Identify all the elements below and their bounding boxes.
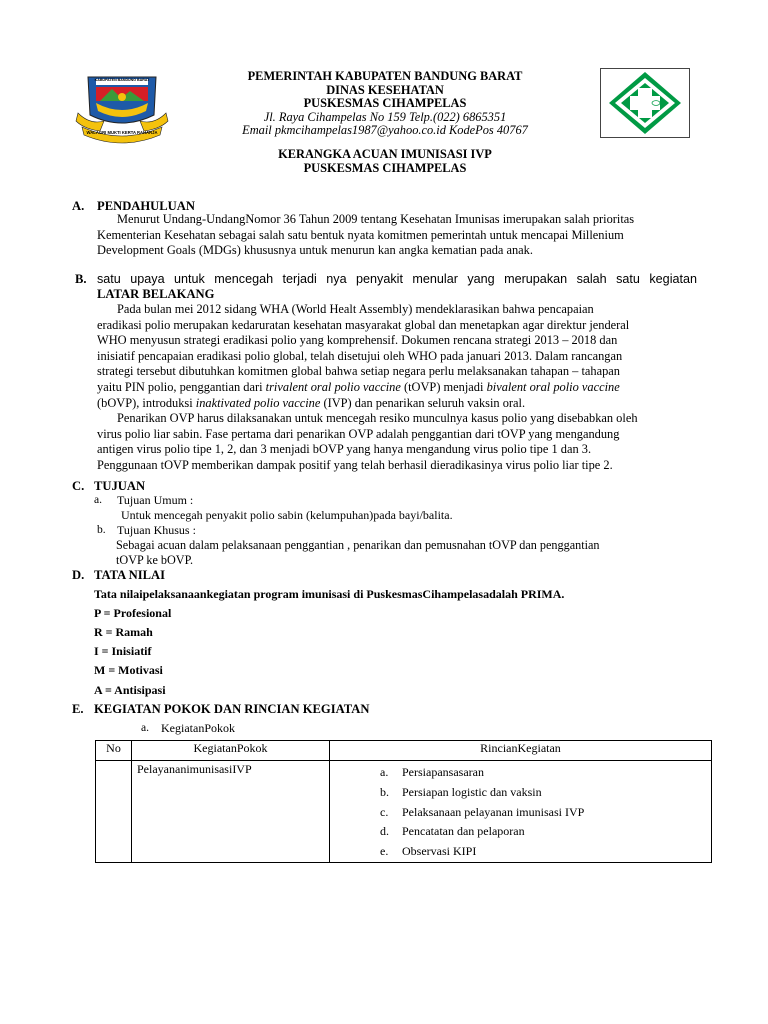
value-motivasi: M = Motivasi <box>94 663 163 677</box>
section-b-letter: B. <box>75 272 87 286</box>
section-b-p1-line-4: inisiatif pencapaian eradikasi polio global, telah disetujui oleh WHO pada januari 2013. Dalam rancangan <box>97 348 623 363</box>
section-a-line-2: Kementerian Kesehatan sebagai salah satu bentuk nyata komitmen pemerintah untuk mencapai Millenium <box>97 227 624 242</box>
section-b-p1-line-6-b: trivalent oral polio vaccine <box>265 379 401 394</box>
document-title-line1: KERANGKA ACUAN IMUNISASI IVP <box>278 147 492 161</box>
section-b-p1-line-3: WHO menyusun strategi eradikasi polio yang komprehensif. Dokumen rencana strategi 2013 – 2018 dan <box>97 333 618 348</box>
kbb-logo-text-top: KABUPATEN BANDUNG BARAT <box>94 78 150 82</box>
section-c-b-text-1: Sebagai acuan dalam pelaksanaan penggantian , penarikan dan pemusnahan tOVP dan penggantian <box>116 538 600 552</box>
section-b-intro: satu upaya untuk mencegah terjadi nya penyakit menular yang merupakan salah satu kegiatan <box>97 272 697 286</box>
puskesmas-logo <box>600 68 690 138</box>
header-rincian-kegiatan: RincianKegiatan <box>330 741 712 761</box>
section-a-paragraph <box>97 212 697 259</box>
section-b-p2-line-4: Penggunaan tOVP memberikan dampak positif yang telah berhasil dieradikasinya virus polio liar tipe 2. <box>97 457 613 472</box>
list-item-text: Persiapansasaran <box>402 765 484 779</box>
list-item <box>330 803 711 823</box>
value-inisiatif: I = Inisiatif <box>94 644 152 658</box>
kbb-logo-text-bottom: WALAGRI MUKTI KERTA RAHARJA <box>86 130 158 135</box>
puskesmas-cross-icon <box>600 68 690 138</box>
section-c-heading: TUJUAN <box>94 479 146 493</box>
list-item-text: Pelaksanaan pelayanan imunisasi IVP <box>402 804 585 819</box>
section-b-p1-line-7-b: inaktivated polio vaccine <box>195 395 321 410</box>
table-header-row <box>96 741 712 761</box>
section-b-p1-line-7-c: (IVP) dan penarikan seluruh vaksin oral. <box>320 395 526 410</box>
cell-rincian <box>330 761 712 863</box>
list-item-letter: a. <box>380 765 389 779</box>
section-c-a-label: Tujuan Umum : <box>117 493 194 507</box>
list-item-text: Observasi KIPI <box>402 844 477 859</box>
section-a-line-1: Menurut Undang-UndangNomor 36 Tahun 2009 tentang Kesehatan Imunisas imerupakan salah prioritas <box>117 212 635 226</box>
section-e-letter: E. <box>72 702 84 716</box>
letterhead-address: Jl. Raya Cihampelas No 159 Telp.(022) 6865351 <box>263 109 507 124</box>
list-item <box>330 783 711 803</box>
section-b-heading: LATAR BELAKANG <box>97 287 215 301</box>
section-c-a-text: Untuk mencegah penyakit polio sabin (kelumpuhan)pada bayi/balita. <box>121 508 453 522</box>
section-b-p1-line-7 <box>97 396 697 412</box>
section-c-b-letter: b. <box>97 523 106 536</box>
section-b-p1-line-1: Pada bulan mei 2012 sidang WHA (World Healt Assembly) mendeklarasikan bahwa pencapaian <box>117 302 594 316</box>
section-b-p1-line-7-a: (bOVP), introduksi <box>97 395 196 410</box>
kbb-logo <box>74 69 170 145</box>
letterhead-government: PEMERINTAH KABUPATEN BANDUNG BARAT <box>247 69 523 83</box>
header-kegiatan-pokok: KegiatanPokok <box>132 741 330 761</box>
section-b-p1-line-6-d: bivalent oral polio vaccine <box>486 379 620 394</box>
cell-kegiatan-pokok: PelayananimunisasiIVP <box>132 761 330 863</box>
rincian-list <box>330 763 711 862</box>
list-item-letter: b. <box>380 784 389 799</box>
list-item <box>330 763 711 783</box>
section-e-sub-letter: a. <box>141 721 150 734</box>
list-item-text: Pencatatan dan pelaporan <box>402 824 525 839</box>
section-b-p1-line-6 <box>97 380 697 396</box>
section-b-p2-line-2: virus polio liar sabin. Fase pertama dari penarikan OVP adalah penggantian dari tOVP yang mengandung <box>97 426 620 441</box>
table-row <box>96 761 712 863</box>
section-c-a-letter: a. <box>94 493 103 506</box>
section-a-heading: PENDAHULUAN <box>97 199 195 213</box>
section-e-heading: KEGIATAN POKOK DAN RINCIAN KEGIATAN <box>94 702 370 716</box>
section-b-p1-line-6-a: yaitu PIN polio, penggantian dari <box>97 379 266 394</box>
letterhead-agency: DINAS KESEHATAN <box>326 82 444 97</box>
list-item-letter: e. <box>380 844 389 859</box>
section-d-letter: D. <box>72 568 85 582</box>
section-e-sub-label: KegiatanPokok <box>161 721 235 735</box>
section-b-p1-line-2: eradikasi polio merupakan kedaruratan kesehatan masyarakat global dan menetapkan agar direktur jenderal <box>97 317 630 332</box>
section-d-heading: TATA NILAI <box>94 568 166 582</box>
document-title <box>180 148 590 175</box>
section-c-b-label: Tujuan Khusus : <box>117 523 196 537</box>
section-b-p1-line-5: strategi tersebut dibutuhkan komitmen global bahwa setiap negara perlu melaksanakan tahapan – tahapan <box>97 364 620 379</box>
section-b-paragraph-1 <box>97 302 697 474</box>
section-b-p2-line-3: antigen virus polio tipe 1, 2, dan 3 menjadi bOVP yang hanya mengandung virus polio tipe 1 dan 3. <box>97 442 592 457</box>
header-no: No <box>96 741 132 761</box>
list-item <box>330 822 711 842</box>
value-profesional: P = Profesional <box>94 606 172 620</box>
section-b-p2-line-1: Penarikan OVP harus dilaksanakan untuk mencegah resiko munculnya kasus polio yang disebabkan oleh <box>117 411 638 426</box>
list-item-letter: c. <box>380 804 389 819</box>
cell-no <box>96 761 132 863</box>
section-c-letter: C. <box>72 479 85 493</box>
letterhead <box>180 70 590 138</box>
value-antisipasi: A = Antisipasi <box>94 683 166 697</box>
section-a-line-3: Development Goals (MDGs) khususnya untuk menurun kan angka kematian pada anak. <box>97 243 533 258</box>
document-title-line2: PUSKESMAS CIHAMPELAS <box>303 160 467 175</box>
value-ramah: R = Ramah <box>94 625 153 639</box>
list-item-letter: d. <box>380 824 389 839</box>
list-item-text: Persiapan logistic dan vaksin <box>402 784 542 799</box>
letterhead-email: Email pkmcihampelas1987@yahoo.co.id KodePos 40767 <box>242 123 528 138</box>
section-a-letter: A. <box>72 199 85 213</box>
section-b-p1-line-6-c: (tOVP) menjadi <box>400 379 487 394</box>
section-c-b-text-2: tOVP ke bOVP. <box>116 553 194 567</box>
list-item <box>330 842 711 862</box>
section-d-intro: Tata nilaipelaksanaankegiatan program imunisasi di PuskesmasCihampelasadalah PRIMA. <box>94 587 565 601</box>
kegiatan-table <box>95 740 712 863</box>
letterhead-puskesmas: PUSKESMAS CIHAMPELAS <box>303 96 467 111</box>
